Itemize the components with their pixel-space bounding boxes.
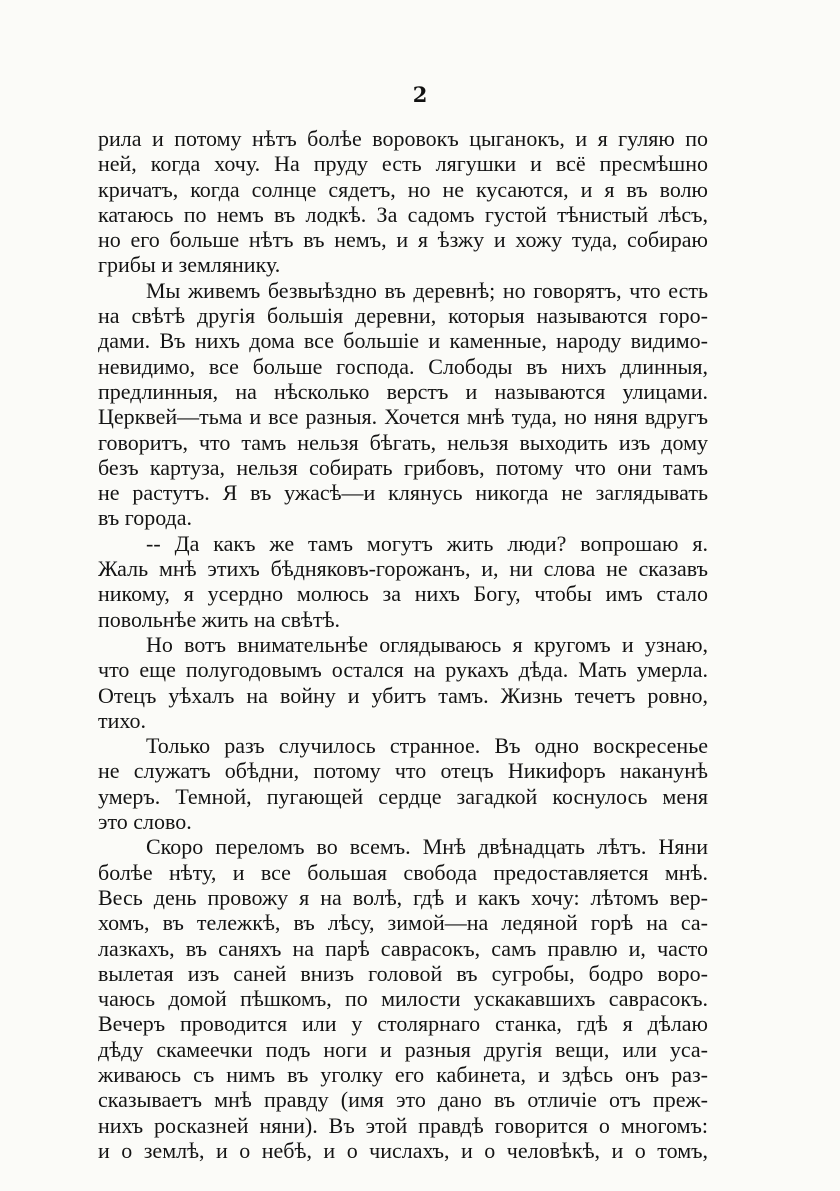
text-line: живаюсь съ нимъ въ уголку его кабинета, и здѣсь онъ раз- — [98, 1061, 708, 1087]
text-line: вылетая изъ саней внизъ головой въ сугробы, бодро воро- — [98, 960, 708, 986]
text-line: катаюсь по немъ въ лодкѣ. За садомъ густой тѣнистый лѣсъ, — [98, 201, 708, 227]
text-line: Вечеръ проводится или у столярнаго станка, гдѣ я дѣлаю — [98, 1011, 708, 1037]
text-line: Отецъ уѣхалъ на войну и убитъ тамъ. Жизнь течетъ ровно, — [98, 682, 708, 708]
text-line: Церквей—тьма и все разныя. Хочется мнѣ туда, но няня вдругъ — [98, 404, 708, 430]
text-line: ней, когда хочу. На пруду есть лягушки и всё пресмѣшно — [98, 151, 708, 177]
text-line: не растутъ. Я въ ужасѣ—и клянусь никогда не заглядывать — [98, 480, 708, 506]
text-line: дѣду скамеечки подъ ноги и разныя другія вещи, или уса- — [98, 1036, 708, 1062]
text-line: невидимо, все больше господа. Слободы въ нихъ длинныя, — [98, 353, 708, 379]
text-line: -- Да какъ же тамъ могутъ жить люди? вопрошаю я. — [146, 530, 708, 556]
text-line: Мы живемъ безвыѣздно въ деревнѣ; но говорятъ, что есть — [146, 277, 708, 303]
text-line: на свѣтѣ другія большія деревни, которыя называются горо- — [98, 303, 708, 329]
text-line: чаюсь домой пѣшкомъ, по милости ускакавшихъ саврасокъ. — [98, 986, 708, 1012]
text-line: безъ картуза, нельзя собирать грибовъ, потому что они тамъ — [98, 454, 708, 480]
text-line: но его больше нѣтъ въ немъ, и я ѣзжу и хожу туда, собираю — [98, 227, 708, 253]
text-line: Скоро переломъ во всемъ. Мнѣ двѣнадцать лѣтъ. Няни — [146, 834, 708, 860]
text-line: это слово. — [98, 809, 192, 835]
text-line: предлинныя, на нѣсколько верстъ и называются улицами. — [98, 378, 708, 404]
text-line: и о землѣ, и о небѣ, и о числахъ, и о человѣкѣ, и о томъ, — [98, 1137, 708, 1163]
text-line: Но вотъ внимательнѣе оглядываюсь я кругомъ и узнаю, — [146, 631, 708, 657]
text-line: болѣе нѣту, и все большая свобода предоставляется мнѣ. — [98, 859, 708, 885]
text-line: грибы и землянику. — [98, 252, 281, 278]
text-line: Только разъ случилось странное. Въ одно воскресенье — [146, 733, 708, 759]
text-line: дами. Въ нихъ дома все большіе и каменные, народу видимо- — [98, 328, 708, 354]
text-line: кричатъ, когда солнце сядетъ, но не кусаются, и я въ волю — [98, 176, 708, 202]
text-line: что еще полугодовымъ остался на рукахъ дѣда. Мать умерла. — [98, 657, 708, 683]
text-line: хомъ, въ тележкѣ, въ лѣсу, зимой—на ледяной горѣ на са- — [98, 910, 708, 936]
text-line: Жаль мнѣ этихъ бѣдняковъ-горожанъ, и, ни слова не сказавъ — [98, 556, 708, 582]
text-line: рила и потому нѣтъ болѣе воровокъ цыганокъ, и я гуляю по — [98, 126, 708, 151]
text-line: нихъ росказней няни). Въ этой правдѣ говорится о многомъ: — [98, 1112, 708, 1138]
page-number: 2 — [412, 82, 428, 107]
text-line: сказываетъ мнѣ правду (имя это дано въ отличіе отъ преж- — [98, 1087, 708, 1113]
text-line: умеръ. Темной, пугающей сердце загадкой коснулось меня — [98, 783, 708, 809]
text-line: лазкахъ, въ саняхъ на парѣ саврасокъ, самъ правлю и, часто — [98, 935, 708, 961]
text-line: тихо. — [98, 707, 147, 733]
body-text — [98, 126, 708, 1163]
text-line: въ города. — [98, 505, 193, 531]
text-line: Весь день провожу я на волѣ, гдѣ и какъ хочу: лѣтомъ вер- — [98, 884, 708, 910]
text-line: не служатъ обѣдни, потому что отецъ Никифоръ наканунѣ — [98, 758, 708, 784]
text-line: повольнѣе жить на свѣтѣ. — [98, 606, 341, 632]
text-line: говоритъ, что тамъ нельзя бѣгать, нельзя выходить изъ дому — [98, 429, 708, 455]
text-line: никому, я усердно молюсь за нихъ Богу, чтобы имъ стало — [98, 581, 708, 607]
